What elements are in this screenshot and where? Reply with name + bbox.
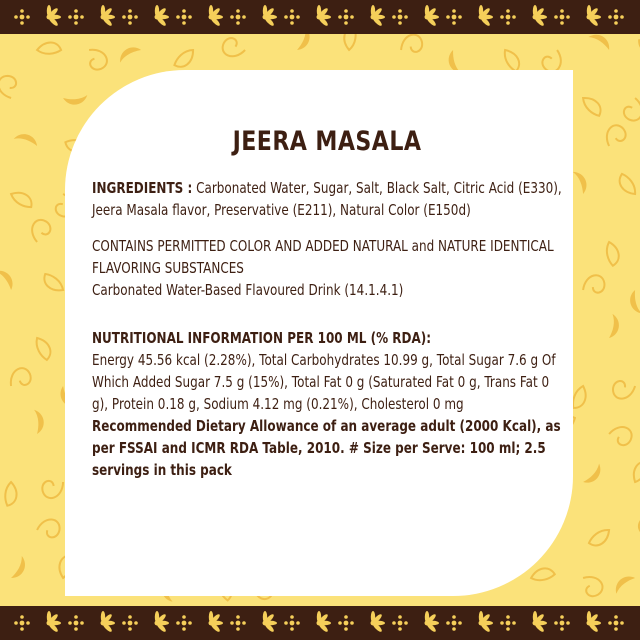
- dot-cluster-icon: [446, 9, 462, 25]
- paisley-swirl-icon: [0, 73, 20, 100]
- ingredients-paragraph: [92, 177, 562, 221]
- paisley-swirl-icon: [580, 93, 604, 118]
- star-flower-icon: [371, 611, 386, 633]
- paisley-swirl-icon: [4, 481, 19, 506]
- paisley-swirl-icon: [615, 576, 637, 594]
- paisley-swirl-icon: [616, 172, 639, 198]
- star-flower-icon: [425, 5, 440, 27]
- paisley-swirl-icon: [29, 218, 52, 244]
- dot-cluster-icon: [230, 615, 246, 631]
- paisley-swirl-icon: [82, 44, 111, 73]
- paisley-swirl-icon: [605, 241, 620, 266]
- paisley-swirl-icon: [39, 474, 68, 502]
- ingredients-label: INGREDIENTS :: [92, 179, 193, 197]
- paisley-swirl-icon: [36, 518, 61, 540]
- paisley-swirl-icon: [623, 97, 640, 121]
- star-flower-icon: [479, 5, 494, 27]
- dot-cluster-icon: [446, 615, 462, 631]
- star-flower-icon: [209, 5, 224, 27]
- dot-cluster-icon: [392, 9, 408, 25]
- star-flower-icon: [155, 611, 170, 633]
- ingredients-text: Carbonated Water, Sugar, Salt, Black Salt, Citric Acid (E330), Jeera Masala flavor, Preservative (E211), Natural Color (E150d): [92, 179, 562, 219]
- dot-cluster-icon: [14, 9, 30, 25]
- dot-cluster-icon: [338, 615, 354, 631]
- bottom-border-band: [0, 606, 640, 640]
- paisley-swirl-icon: [62, 86, 87, 110]
- star-flower-icon: [533, 5, 548, 27]
- drink-category: Carbonated Water-Based Flavoured Drink (14.1.4.1): [92, 281, 404, 299]
- paisley-swirl-icon: [25, 410, 49, 435]
- dot-cluster-icon: [500, 9, 516, 25]
- paisley-swirl-icon: [587, 527, 613, 550]
- dot-cluster-icon: [68, 9, 84, 25]
- paisley-swirl-icon: [222, 37, 247, 58]
- paisley-swirl-icon: [9, 188, 35, 211]
- star-flower-icon: [587, 5, 602, 27]
- paisley-swirl-icon: [397, 31, 426, 58]
- star-flower-icon: [317, 5, 332, 27]
- paisley-swirl-icon: [37, 43, 61, 54]
- paisley-swirl-icon: [599, 314, 625, 340]
- star-flower-icon: [317, 611, 332, 633]
- dot-cluster-icon: [608, 9, 624, 25]
- dot-cluster-icon: [554, 615, 570, 631]
- dot-cluster-icon: [338, 9, 354, 25]
- contains-statement: CONTAINS PERMITTED COLOR AND ADDED NATURAL and NATURE IDENTICAL FLAVORING SUBSTANCES: [92, 237, 554, 277]
- nutrition-heading: NUTRITIONAL INFORMATION PER 100 ML (% RDA):: [92, 329, 432, 347]
- paisley-swirl-icon: [588, 31, 611, 56]
- product-title: JEERA MASALA: [232, 126, 422, 157]
- paisley-swirl-icon: [40, 271, 65, 295]
- star-flower-icon: [533, 611, 548, 633]
- dot-cluster-icon: [284, 9, 300, 25]
- star-flower-icon: [263, 5, 278, 27]
- dot-cluster-icon: [122, 615, 138, 631]
- dot-cluster-icon: [14, 615, 30, 631]
- rda-note: Recommended Dietary Allowance of an average adult (2000 Kcal), as per FSSAI and ICMR RDA Table, 2010. # Size per Serve: 100 ml; 2.5 servings in this pack: [92, 417, 561, 479]
- paisley-swirl-icon: [608, 426, 632, 446]
- star-flower-icon: [155, 5, 170, 27]
- dot-cluster-icon: [230, 9, 246, 25]
- dot-cluster-icon: [68, 615, 84, 631]
- paisley-swirl-icon: [120, 47, 141, 64]
- paisley-swirl-icon: [580, 464, 604, 484]
- star-flower-icon: [101, 611, 116, 633]
- paisley-swirl-icon: [4, 556, 29, 580]
- paisley-swirl-icon: [579, 272, 607, 299]
- paisley-swirl-icon: [627, 289, 640, 313]
- paisley-swirl-icon: [530, 567, 555, 582]
- paisley-swirl-icon: [602, 122, 629, 151]
- paisley-swirl-icon: [636, 37, 640, 57]
- star-flower-icon: [47, 5, 62, 27]
- paisley-swirl-icon: [6, 365, 35, 394]
- label-content: [92, 126, 562, 481]
- paisley-swirl-icon: [14, 129, 39, 155]
- dot-cluster-icon: [176, 9, 192, 25]
- paisley-swirl-icon: [34, 335, 54, 362]
- star-flower-icon: [47, 611, 62, 633]
- paisley-swirl-icon: [629, 458, 640, 484]
- dot-cluster-icon: [554, 9, 570, 25]
- nutrition-values: Energy 45.56 kcal (2.28%), Total Carbohydrates 10.99 g, Total Sugar 7.6 g Of Which Added Sugar 7.5 g (15%), Total Fat 0 g (Saturated Fat 0 g, Trans Fat 0 g), Protein 0.18 g, Sodium 4.12 mg (0.21%), Cholesterol 0 mg: [92, 351, 556, 413]
- star-flower-icon: [371, 5, 386, 27]
- star-flower-icon: [479, 611, 494, 633]
- dot-cluster-icon: [284, 615, 300, 631]
- paisley-swirl-icon: [0, 270, 13, 292]
- dot-cluster-icon: [176, 615, 192, 631]
- paisley-swirl-icon: [610, 377, 637, 401]
- star-flower-icon: [101, 5, 116, 27]
- dot-cluster-icon: [392, 615, 408, 631]
- star-flower-icon: [425, 611, 440, 633]
- dot-cluster-icon: [608, 615, 624, 631]
- star-flower-icon: [209, 611, 224, 633]
- dot-cluster-icon: [122, 9, 138, 25]
- dot-cluster-icon: [500, 615, 516, 631]
- top-border-band: [0, 0, 640, 34]
- paisley-swirl-icon: [172, 47, 198, 71]
- star-flower-icon: [587, 611, 602, 633]
- star-flower-icon: [263, 611, 278, 633]
- paisley-swirl-icon: [577, 572, 606, 600]
